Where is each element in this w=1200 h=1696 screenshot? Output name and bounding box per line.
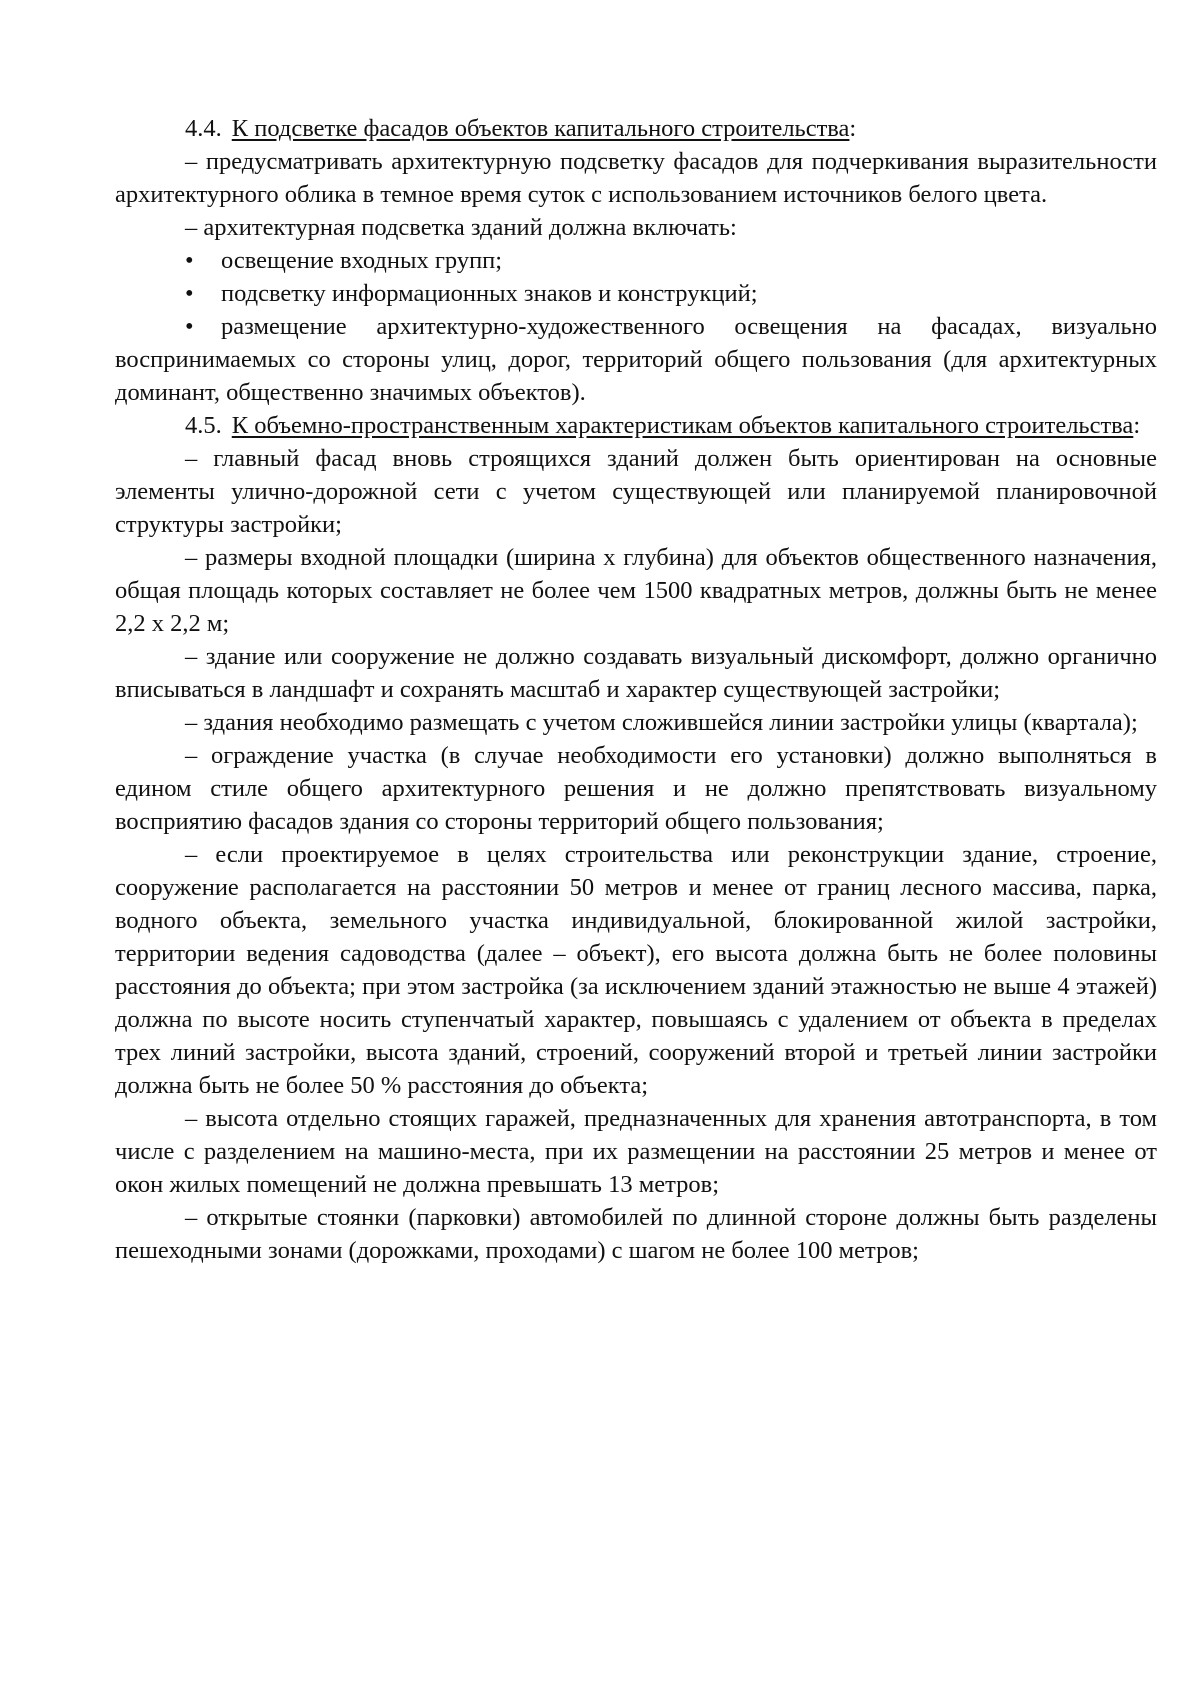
- section-colon: :: [1133, 412, 1141, 439]
- bullet-item: [115, 244, 1157, 277]
- section-title: К подсветке фасадов объектов капитального строительства: [231, 115, 850, 142]
- section-4-4-heading: [115, 112, 1157, 145]
- paragraph: – открытые стоянки (парковки) автомобилей по длинной стороне должны быть разделены пешеходными зонами (дорожками, проходами) с шагом не более 100 метров;: [115, 1204, 1157, 1264]
- bullet-text: освещение входных групп;: [221, 247, 503, 274]
- paragraph: – архитектурная подсветка зданий должна включать:: [185, 214, 737, 241]
- paragraph: – ограждение участка (в случае необходимости его установки) должно выполняться в едином стиле общего архитектурного решения и не должно препятствовать визуальному восприятию фасадов здания со стороны территорий общего пользования;: [115, 742, 1157, 835]
- bullet-text: размещение архитектурно-художественного освещения на фасадах, визуально воспринимаемых со стороны улиц, дорог, территорий общего пользования (для архитектурных доминант, общественно значимых объектов).: [115, 313, 1157, 406]
- paragraph: – главный фасад вновь строящихся зданий должен быть ориентирован на основные элементы улично-дорожной сети с учетом существующей или планируемой планировочной структуры застройки;: [115, 445, 1157, 538]
- paragraph: – здания необходимо размещать с учетом сложившейся линии застройки улицы (квартала);: [185, 709, 1138, 736]
- paragraph: – предусматривать архитектурную подсветку фасадов для подчеркивания выразительности архитектурного облика в темное время суток с использованием источников белого цвета.: [115, 148, 1157, 208]
- paragraph: – размеры входной площадки (ширина х глубина) для объектов общественного назначения, общая площадь которых составляет не более чем 1500 квадратных метров, должны быть не менее 2,2 х 2,2 м;: [115, 544, 1157, 637]
- paragraph: – высота отдельно стоящих гаражей, предназначенных для хранения автотранспорта, в том числе с разделением на машино-места, при их размещении на расстоянии 25 метров и менее от окон жилых помещений не должна превышать 13 метров;: [115, 1105, 1157, 1198]
- section-4-5-heading: [115, 409, 1157, 442]
- paragraph: – если проектируемое в целях строительства или реконструкции здание, строение, сооружение располагается на расстоянии 50 метров и менее от границ лесного массива, парка, водного объекта, земельного участка индивидуальной, блокированной жилой застройки, территории ведения садоводства (далее – объект), его высота должна быть не более половины расстояния до объекта; при этом застройка (за исключением зданий этажностью не выше 4 этажей) должна по высоте носить ступенчатый характер, повышаясь с удалением от объекта в пределах трех линий застройки, высота зданий, строений, сооружений второй и третьей линии застройки должна быть не более 50 % расстояния до объекта;: [115, 841, 1157, 1099]
- section-number: 4.4.: [185, 115, 222, 142]
- bullet-text: подсветку информационных знаков и конструкций;: [221, 280, 758, 307]
- document-body: [115, 112, 1157, 1267]
- section-title: К объемно-пространственным характеристикам объектов капитального строительства: [231, 412, 1134, 439]
- paragraph: – здание или сооружение не должно создавать визуальный дискомфорт, должно органично вписываться в ландшафт и сохранять масштаб и характер существующей застройки;: [115, 643, 1157, 703]
- section-number: 4.5.: [185, 412, 222, 439]
- bullet-icon: •: [185, 313, 194, 340]
- bullet-item: [115, 310, 1157, 409]
- bullet-item: [115, 277, 1157, 310]
- bullet-icon: •: [185, 247, 194, 274]
- bullet-icon: •: [185, 280, 194, 307]
- section-colon: :: [849, 115, 857, 142]
